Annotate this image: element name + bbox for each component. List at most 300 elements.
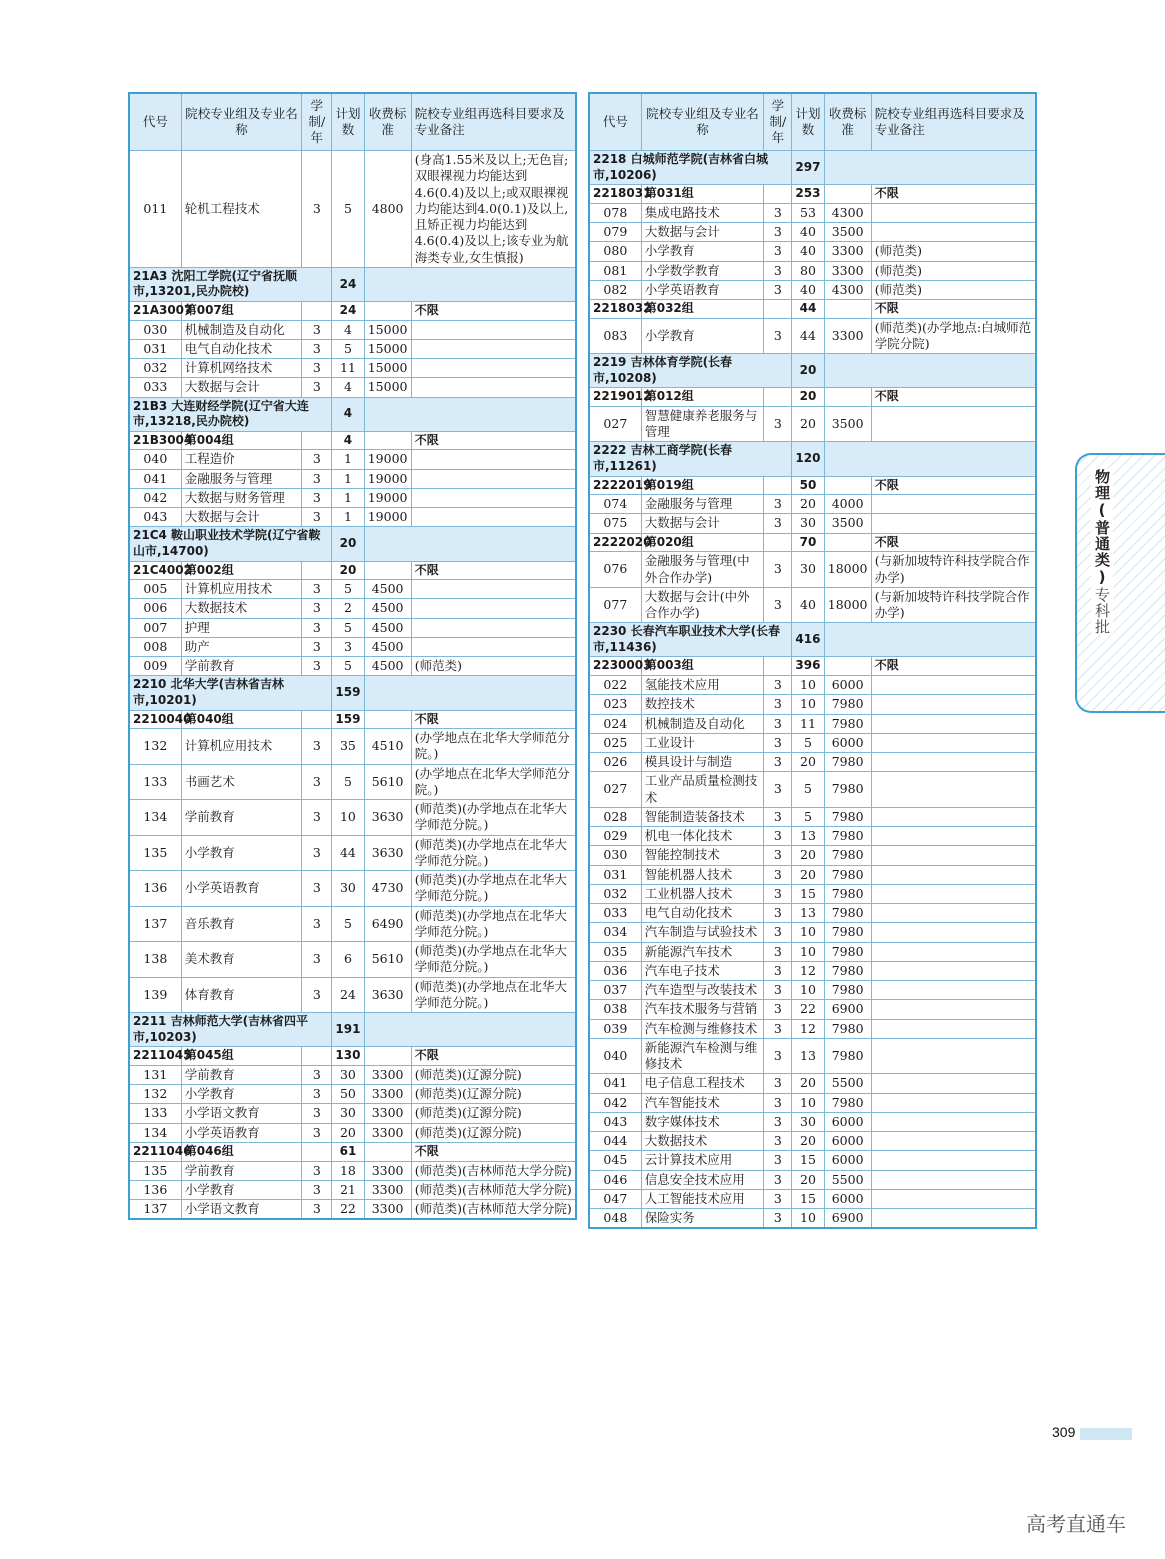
major-plan: 30 [332, 871, 364, 907]
major-years: 3 [302, 942, 332, 978]
major-row [589, 406, 1036, 442]
major-row [129, 729, 576, 765]
major-years: 3 [764, 884, 792, 903]
major-plan: 13 [792, 827, 824, 846]
major-years: 3 [764, 753, 792, 772]
major-note [871, 676, 1036, 695]
major-years: 3 [302, 1123, 332, 1142]
major-row [589, 242, 1036, 261]
group-fee-empty [364, 710, 411, 729]
major-years: 3 [764, 961, 792, 980]
major-row [129, 599, 576, 618]
major-years: 3 [764, 981, 792, 1000]
major-row [129, 508, 576, 527]
major-plan: 10 [792, 981, 824, 1000]
major-plan: 30 [792, 552, 824, 588]
major-fee: 5610 [364, 764, 411, 800]
major-row [129, 637, 576, 656]
tab-subject: 物理 [1093, 469, 1111, 501]
major-fee: 4500 [364, 618, 411, 637]
group-code: 21B3004 [129, 431, 181, 450]
major-fee: 6000 [824, 733, 871, 752]
major-years: 3 [302, 508, 332, 527]
major-plan: 5 [792, 807, 824, 826]
major-code: 032 [589, 884, 641, 903]
major-row [589, 261, 1036, 280]
major-row [129, 1161, 576, 1180]
major-code: 133 [129, 764, 181, 800]
major-row [589, 587, 1036, 623]
major-note: (师范类)(办学地点在北华大学师范分院。) [411, 871, 576, 907]
major-fee: 7980 [824, 1038, 871, 1074]
major-fee: 3500 [824, 223, 871, 242]
group-fee-empty [824, 657, 871, 676]
major-note: (办学地点在北华大学师范分院。) [411, 729, 576, 765]
right-table-body [589, 151, 1036, 1229]
major-plan: 5 [332, 764, 364, 800]
header-name: 院校专业组及专业名称 [641, 93, 764, 151]
major-code: 081 [589, 261, 641, 280]
major-fee: 7980 [824, 904, 871, 923]
major-note [871, 1151, 1036, 1170]
school-row [589, 354, 1036, 388]
major-plan: 15 [792, 1189, 824, 1208]
major-name: 音乐教育 [181, 906, 302, 942]
major-note [871, 223, 1036, 242]
major-note [411, 599, 576, 618]
major-row [589, 552, 1036, 588]
major-note: (师范类)(吉林师范大学分院) [411, 1200, 576, 1220]
major-code: 077 [589, 587, 641, 623]
major-years: 3 [764, 242, 792, 261]
major-name: 机械制造及自动化 [181, 320, 302, 339]
major-note [871, 514, 1036, 533]
major-fee: 15000 [364, 378, 411, 397]
major-name: 保险实务 [641, 1209, 764, 1229]
major-code: 043 [589, 1112, 641, 1131]
major-fee: 6000 [824, 676, 871, 695]
major-row [589, 676, 1036, 695]
major-fee: 19000 [364, 469, 411, 488]
major-row [129, 378, 576, 397]
major-fee: 4500 [364, 599, 411, 618]
group-name: 第019组 [641, 476, 764, 495]
major-years: 3 [764, 1151, 792, 1170]
major-name: 金融服务与管理 [181, 469, 302, 488]
group-row [589, 388, 1036, 407]
group-code: 2211046 [129, 1142, 181, 1161]
major-name: 小学语文教育 [181, 1104, 302, 1123]
table-header-row [589, 93, 1036, 151]
major-years: 3 [764, 865, 792, 884]
major-code: 038 [589, 1000, 641, 1019]
group-row [129, 1142, 576, 1161]
major-years: 3 [302, 1085, 332, 1104]
major-years: 3 [764, 807, 792, 826]
school-row [589, 442, 1036, 476]
school-plan: 20 [792, 354, 824, 388]
group-years-empty [302, 710, 332, 729]
major-fee: 4730 [364, 871, 411, 907]
group-fee-empty [824, 300, 871, 319]
major-note [411, 339, 576, 358]
major-note: (师范类) [871, 242, 1036, 261]
major-name: 汽车检测与维修技术 [641, 1019, 764, 1038]
major-name: 小学数学教育 [641, 261, 764, 280]
group-row [589, 533, 1036, 552]
major-code: 078 [589, 203, 641, 222]
major-name: 数字媒体技术 [641, 1112, 764, 1131]
group-requirement: 不限 [871, 300, 1036, 319]
major-row [129, 339, 576, 358]
major-code: 132 [129, 729, 181, 765]
major-fee: 4300 [824, 280, 871, 299]
major-code: 080 [589, 242, 641, 261]
major-plan: 3 [332, 637, 364, 656]
school-name: 21B3 大连财经学院(辽宁省大连市,13218,民办院校) [129, 397, 332, 431]
major-name: 学前教育 [181, 800, 302, 836]
major-row [589, 1093, 1036, 1112]
major-code: 134 [129, 1123, 181, 1142]
major-note: (师范类)(办学地点在北华大学师范分院。) [411, 835, 576, 871]
major-note: (办学地点在北华大学师范分院。) [411, 764, 576, 800]
major-fee: 3300 [824, 242, 871, 261]
major-plan: 30 [332, 1065, 364, 1084]
group-name: 第031组 [641, 185, 764, 204]
major-code: 137 [129, 906, 181, 942]
major-row [589, 733, 1036, 752]
major-fee: 7980 [824, 753, 871, 772]
major-years: 3 [764, 904, 792, 923]
major-plan: 4 [332, 320, 364, 339]
major-code: 041 [129, 469, 181, 488]
group-plan: 20 [332, 561, 364, 580]
group-plan: 396 [792, 657, 824, 676]
school-plan: 20 [332, 527, 364, 561]
major-row [589, 772, 1036, 808]
major-row [129, 469, 576, 488]
major-plan: 10 [332, 800, 364, 836]
major-note: (师范类)(办学地点在北华大学师范分院。) [411, 942, 576, 978]
major-years: 3 [302, 580, 332, 599]
group-fee-empty [824, 533, 871, 552]
major-row [589, 280, 1036, 299]
major-fee: 15000 [364, 339, 411, 358]
major-name: 学前教育 [181, 1161, 302, 1180]
major-code: 036 [589, 961, 641, 980]
major-years: 3 [302, 657, 332, 676]
major-name: 工程造价 [181, 450, 302, 469]
school-empty [364, 527, 576, 561]
major-years: 3 [302, 800, 332, 836]
major-fee: 3630 [364, 835, 411, 871]
group-code: 2222019 [589, 476, 641, 495]
group-fee-empty [824, 476, 871, 495]
major-years: 3 [764, 1189, 792, 1208]
major-fee: 3300 [364, 1065, 411, 1084]
major-plan: 40 [792, 223, 824, 242]
group-fee-empty [824, 185, 871, 204]
page-number: 309 [1052, 1424, 1076, 1440]
major-row [589, 884, 1036, 903]
school-empty [824, 151, 1036, 185]
major-code: 006 [129, 599, 181, 618]
major-fee: 3300 [824, 261, 871, 280]
major-note: (师范类) [871, 261, 1036, 280]
group-years-empty [764, 300, 792, 319]
major-fee: 3500 [824, 406, 871, 442]
major-years: 3 [764, 1019, 792, 1038]
major-years: 3 [764, 1074, 792, 1093]
major-years: 3 [764, 695, 792, 714]
major-note [411, 450, 576, 469]
major-years: 3 [302, 378, 332, 397]
major-row [129, 450, 576, 469]
major-plan: 22 [792, 1000, 824, 1019]
major-row [589, 981, 1036, 1000]
major-name: 电气自动化技术 [641, 904, 764, 923]
major-row [589, 695, 1036, 714]
tab-category: (普通类) [1093, 501, 1111, 587]
group-plan: 44 [792, 300, 824, 319]
major-code: 042 [589, 1093, 641, 1112]
major-code: 005 [129, 580, 181, 599]
major-note [871, 1038, 1036, 1074]
major-plan: 15 [792, 1151, 824, 1170]
group-name: 第040组 [181, 710, 302, 729]
major-code: 044 [589, 1132, 641, 1151]
major-years: 3 [764, 514, 792, 533]
major-code: 075 [589, 514, 641, 533]
group-years-empty [764, 657, 792, 676]
header-note: 院校专业组再选科目要求及专业备注 [871, 93, 1036, 151]
major-code: 007 [129, 618, 181, 637]
major-row [589, 753, 1036, 772]
major-row [589, 961, 1036, 980]
major-name: 小学英语教育 [181, 1123, 302, 1142]
school-row [589, 151, 1036, 185]
major-note [871, 961, 1036, 980]
major-code: 027 [589, 772, 641, 808]
major-code: 040 [129, 450, 181, 469]
major-years: 3 [764, 1000, 792, 1019]
group-fee-empty [824, 388, 871, 407]
section-tab [1075, 453, 1165, 713]
school-empty [824, 623, 1036, 657]
major-plan: 20 [792, 1132, 824, 1151]
major-years: 3 [764, 846, 792, 865]
major-plan: 20 [332, 1123, 364, 1142]
major-note [871, 1132, 1036, 1151]
major-plan: 10 [792, 1093, 824, 1112]
major-plan: 10 [792, 676, 824, 695]
major-years: 3 [302, 469, 332, 488]
major-fee: 7980 [824, 807, 871, 826]
header-plan: 计划数 [792, 93, 824, 151]
major-name: 数控技术 [641, 695, 764, 714]
school-row [129, 1013, 576, 1047]
major-code: 037 [589, 981, 641, 1000]
major-row [589, 1189, 1036, 1208]
major-plan: 1 [332, 488, 364, 507]
group-requirement: 不限 [411, 431, 576, 450]
major-code: 042 [129, 488, 181, 507]
major-fee: 7980 [824, 827, 871, 846]
major-row [589, 1151, 1036, 1170]
major-row [129, 871, 576, 907]
major-fee: 3630 [364, 977, 411, 1013]
major-note: (师范类)(辽源分院) [411, 1123, 576, 1142]
major-note: (师范类)(辽源分院) [411, 1104, 576, 1123]
school-empty [364, 676, 576, 710]
major-code: 026 [589, 753, 641, 772]
major-fee: 7980 [824, 942, 871, 961]
major-fee: 4510 [364, 729, 411, 765]
major-code: 032 [129, 359, 181, 378]
major-years: 3 [764, 942, 792, 961]
major-years: 3 [764, 733, 792, 752]
group-plan: 50 [792, 476, 824, 495]
major-name: 小学语文教育 [181, 1200, 302, 1220]
major-note [411, 359, 576, 378]
school-row [129, 676, 576, 710]
group-code: 21C4002 [129, 561, 181, 580]
major-name: 小学英语教育 [181, 871, 302, 907]
major-row [589, 807, 1036, 826]
major-code: 132 [129, 1085, 181, 1104]
major-name: 机电一体化技术 [641, 827, 764, 846]
major-fee: 7980 [824, 846, 871, 865]
major-name: 大数据与财务管理 [181, 488, 302, 507]
major-plan: 5 [332, 151, 364, 268]
major-row [589, 923, 1036, 942]
major-plan: 11 [332, 359, 364, 378]
group-name: 第045组 [181, 1047, 302, 1066]
major-fee: 7980 [824, 1093, 871, 1112]
major-note [871, 1170, 1036, 1189]
group-row [129, 561, 576, 580]
school-plan: 416 [792, 623, 824, 657]
group-fee-empty [364, 561, 411, 580]
group-fee-empty [364, 1142, 411, 1161]
major-plan: 30 [792, 514, 824, 533]
major-note: (师范类)(办学地点在北华大学师范分院。) [411, 977, 576, 1013]
major-row [589, 1170, 1036, 1189]
school-name: 2210 北华大学(吉林省吉林市,10201) [129, 676, 332, 710]
major-note [871, 942, 1036, 961]
major-fee: 6000 [824, 1189, 871, 1208]
major-code: 082 [589, 280, 641, 299]
major-note [871, 846, 1036, 865]
major-code: 074 [589, 495, 641, 514]
school-name: 2211 吉林师范大学(吉林省四平市,10203) [129, 1013, 332, 1047]
major-plan: 21 [332, 1180, 364, 1199]
group-code: 2211045 [129, 1047, 181, 1066]
major-note [871, 733, 1036, 752]
school-empty [824, 354, 1036, 388]
major-name: 计算机应用技术 [181, 729, 302, 765]
major-name: 小学教育 [181, 1180, 302, 1199]
major-note [871, 406, 1036, 442]
school-plan: 24 [332, 267, 364, 301]
major-name: 新能源汽车技术 [641, 942, 764, 961]
major-name: 电气自动化技术 [181, 339, 302, 358]
group-code: 2230003 [589, 657, 641, 676]
school-name: 2219 吉林体育学院(长春市,10208) [589, 354, 792, 388]
major-code: 009 [129, 657, 181, 676]
major-years: 3 [302, 906, 332, 942]
major-plan: 4 [332, 378, 364, 397]
major-note [871, 904, 1036, 923]
group-code: 2219012 [589, 388, 641, 407]
major-note [411, 488, 576, 507]
major-note [871, 827, 1036, 846]
group-plan: 70 [792, 533, 824, 552]
group-row [129, 431, 576, 450]
major-years: 3 [302, 1161, 332, 1180]
major-name: 智能机器人技术 [641, 865, 764, 884]
major-note [411, 378, 576, 397]
major-code: 134 [129, 800, 181, 836]
major-note [411, 637, 576, 656]
group-requirement: 不限 [871, 657, 1036, 676]
major-years: 3 [764, 223, 792, 242]
major-note [871, 1209, 1036, 1229]
major-note [871, 1074, 1036, 1093]
major-name: 新能源汽车检测与维修技术 [641, 1038, 764, 1074]
major-code: 043 [129, 508, 181, 527]
major-plan: 15 [792, 884, 824, 903]
major-note [411, 469, 576, 488]
major-code: 024 [589, 714, 641, 733]
major-note [871, 772, 1036, 808]
group-code: 21A3007 [129, 301, 181, 320]
major-note: (师范类)(办学地点:白城师范学院分院) [871, 318, 1036, 354]
school-row [129, 267, 576, 301]
group-fee-empty [364, 1047, 411, 1066]
major-years: 3 [764, 406, 792, 442]
major-plan: 13 [792, 904, 824, 923]
admission-plan-table-left [128, 92, 577, 1220]
group-name: 第032组 [641, 300, 764, 319]
major-row [129, 1180, 576, 1199]
major-name: 集成电路技术 [641, 203, 764, 222]
group-row [129, 1047, 576, 1066]
major-fee: 7980 [824, 923, 871, 942]
group-name: 第003组 [641, 657, 764, 676]
major-years: 3 [302, 618, 332, 637]
major-plan: 53 [792, 203, 824, 222]
major-name: 智能制造装备技术 [641, 807, 764, 826]
major-plan: 24 [332, 977, 364, 1013]
major-years: 3 [764, 318, 792, 354]
header-code: 代号 [589, 93, 641, 151]
major-name: 学前教育 [181, 1065, 302, 1084]
major-years: 3 [764, 261, 792, 280]
major-years: 3 [302, 764, 332, 800]
major-code: 136 [129, 871, 181, 907]
major-note [871, 807, 1036, 826]
major-row [129, 320, 576, 339]
major-row [129, 618, 576, 637]
group-requirement: 不限 [411, 1047, 576, 1066]
major-name: 汽车智能技术 [641, 1093, 764, 1112]
group-requirement: 不限 [411, 1142, 576, 1161]
group-code: 2218031 [589, 185, 641, 204]
page-number-bar [1080, 1428, 1132, 1440]
major-name: 汽车电子技术 [641, 961, 764, 980]
major-fee: 4500 [364, 657, 411, 676]
